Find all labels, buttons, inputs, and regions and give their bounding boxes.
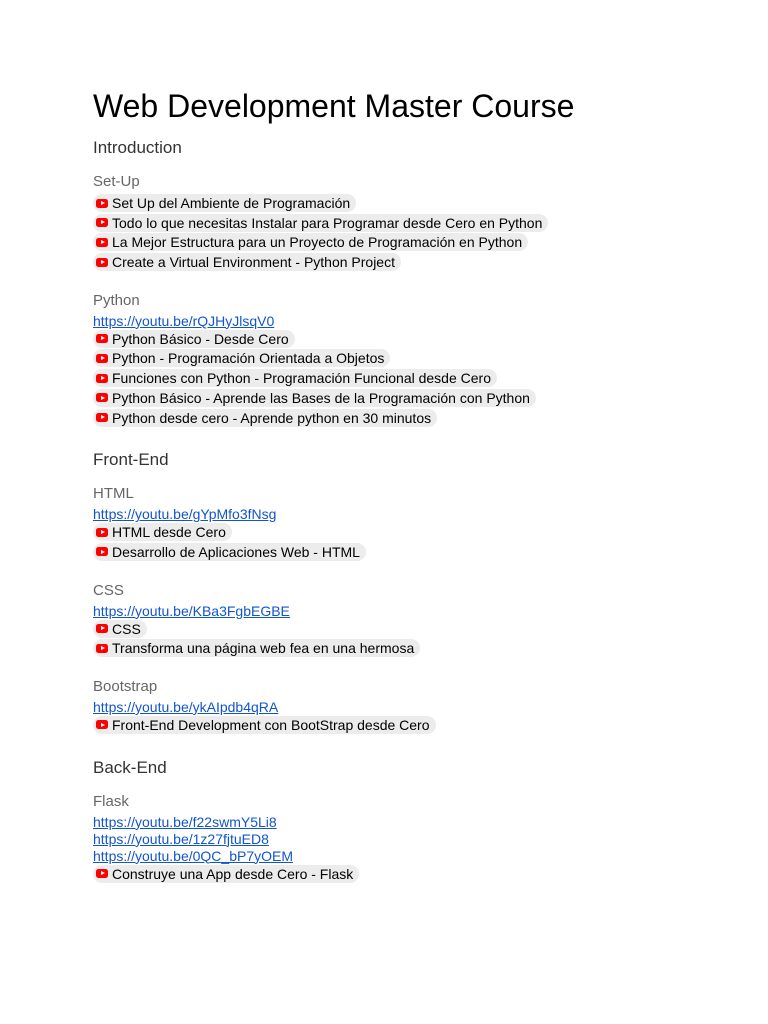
video-row [93, 214, 728, 234]
youtube-icon [96, 393, 108, 402]
youtube-icon [96, 869, 108, 878]
youtube-icon [96, 218, 108, 227]
youtube-video-chip[interactable] [93, 543, 366, 561]
subsection [93, 484, 728, 562]
youtube-video-chip[interactable] [93, 865, 359, 883]
youtube-icon [96, 258, 108, 267]
video-row [93, 409, 728, 429]
video-title: Desarrollo de Aplicaciones Web - HTML [112, 543, 360, 560]
video-title: Set Up del Ambiente de Programación [112, 195, 351, 211]
video-row [93, 330, 728, 350]
video-row [93, 233, 728, 253]
video-link[interactable]: https://youtu.be/f22swmY5Li8 [93, 813, 277, 830]
subsection [93, 172, 728, 273]
youtube-icon [96, 644, 108, 653]
video-title: HTML desde Cero [112, 524, 226, 541]
document-body [93, 137, 728, 884]
youtube-icon [96, 624, 108, 633]
youtube-video-chip[interactable] [93, 523, 232, 541]
subsection-heading: Python [93, 291, 140, 309]
subsection [93, 291, 728, 428]
video-title: Front-End Development con BootStrap desde Cero [112, 716, 430, 733]
video-title: CSS [112, 620, 141, 637]
video-link[interactable]: https://youtu.be/gYpMfo3fNsg [93, 506, 277, 523]
youtube-icon [96, 334, 108, 343]
video-link[interactable]: https://youtu.be/0QC_bP7yOEM [93, 847, 293, 864]
video-row [93, 716, 728, 736]
subsection-heading: CSS [93, 581, 124, 599]
youtube-video-chip[interactable] [93, 233, 528, 251]
video-row [93, 543, 728, 563]
section [93, 449, 728, 735]
video-title: Transforma una página web fea en una hermosa [112, 640, 415, 657]
video-row [93, 620, 728, 640]
video-row [93, 389, 728, 409]
section [93, 757, 728, 885]
youtube-video-chip[interactable] [93, 369, 497, 387]
youtube-video-chip[interactable] [93, 409, 437, 427]
section-heading: Introduction [93, 138, 182, 157]
section [93, 137, 728, 428]
video-row [93, 523, 728, 543]
subsection-heading: HTML [93, 485, 134, 503]
section-heading: Front-End [93, 450, 169, 470]
video-link[interactable]: https://youtu.be/ykAIpdb4qRA [93, 698, 279, 715]
subsection [93, 792, 728, 885]
video-row [93, 369, 728, 389]
video-title: Python Básico - Aprende las Bases de la Programación con Python [112, 389, 530, 406]
video-title: Python desde cero - Aprende python en 30 minutos [112, 409, 432, 426]
video-title: Create a Virtual Environment - Python Project [112, 254, 395, 271]
youtube-icon [96, 547, 108, 556]
video-title: Funciones con Python - Programación Funcional desde Cero [112, 370, 491, 387]
youtube-video-chip[interactable] [93, 330, 295, 348]
youtube-video-chip[interactable] [93, 620, 147, 638]
youtube-icon [96, 354, 108, 363]
youtube-icon [96, 413, 108, 422]
video-link[interactable]: https://youtu.be/KBa3FgbEGBE [93, 602, 290, 619]
youtube-icon [96, 374, 108, 383]
youtube-video-chip[interactable] [93, 194, 356, 212]
video-title: Python Básico - Desde Cero [112, 330, 289, 347]
subsection-heading: Bootstrap [93, 677, 158, 695]
subsection [93, 677, 728, 736]
section-heading: Back-End [93, 757, 167, 777]
subsection [93, 581, 728, 659]
youtube-icon [96, 528, 108, 537]
youtube-icon [96, 238, 108, 247]
video-link[interactable]: https://youtu.be/1z27fjtuED8 [93, 830, 269, 847]
video-title: La Mejor Estructura para un Proyecto de Programación en Python [112, 234, 523, 251]
youtube-icon [96, 720, 108, 729]
video-row [93, 639, 728, 659]
youtube-video-chip[interactable] [93, 214, 548, 232]
video-row [93, 253, 728, 273]
youtube-video-chip[interactable] [93, 639, 420, 657]
video-row [93, 194, 728, 214]
youtube-video-chip[interactable] [93, 716, 436, 734]
video-title: Construye una App desde Cero - Flask [112, 865, 354, 882]
video-title: Todo lo que necesitas Instalar para Programar desde Cero en Python [112, 214, 543, 231]
subsection-heading: Flask [93, 792, 129, 810]
video-row [93, 865, 728, 885]
video-row [93, 349, 728, 369]
subsection-heading: Set-Up [93, 173, 140, 190]
youtube-video-chip[interactable] [93, 349, 390, 367]
video-title: Python - Programación Orientada a Objetos [112, 350, 385, 367]
youtube-icon [96, 199, 108, 208]
document-page [93, 86, 728, 905]
youtube-video-chip[interactable] [93, 253, 401, 271]
document-title: Web Development Master Course [93, 88, 575, 124]
video-link[interactable]: https://youtu.be/rQJHyJlsqV0 [93, 312, 275, 329]
youtube-video-chip[interactable] [93, 389, 536, 407]
